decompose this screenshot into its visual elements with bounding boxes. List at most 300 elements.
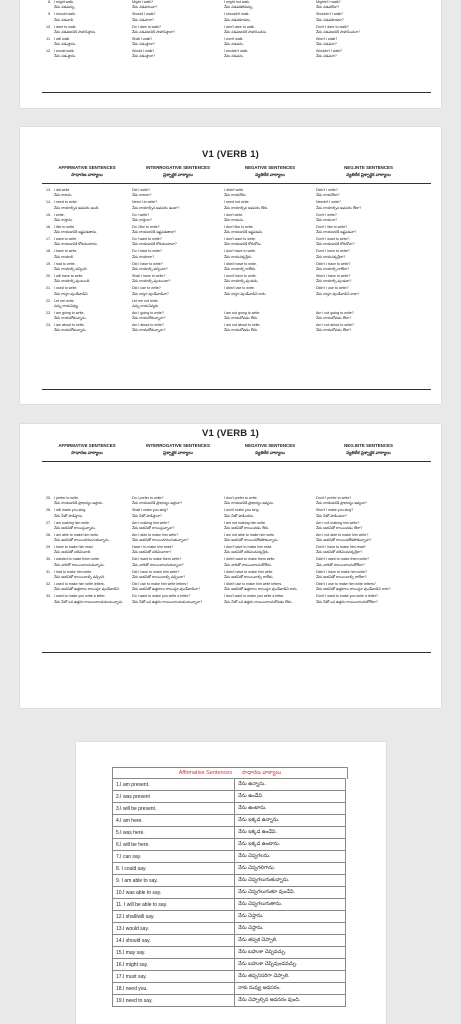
sentence-en: Do I dare to walk? — [132, 24, 161, 29]
sentence-cell — [224, 274, 316, 286]
sentence-en: I didn't have to make him write. — [224, 569, 274, 574]
telugu-sentence-cell: నేను ఉండేవి. — [235, 791, 346, 803]
sentence-cell — [42, 249, 132, 261]
sentence-cell — [224, 545, 316, 557]
sentence-row — [42, 225, 431, 237]
sentence-en: I did write. — [54, 188, 71, 192]
english-sentence-cell: 3.I will be present. — [113, 803, 235, 815]
sentence-en: Did I write? — [132, 188, 150, 192]
header-rule — [42, 461, 431, 462]
sentence-en: I wanted to make them write. — [54, 557, 100, 562]
telugu-sentence-cell: నేను ఇక్కడ ఉంటాను. — [235, 839, 346, 851]
sentence-cell — [224, 237, 316, 249]
sentence-te: నేను రాయబోవడం లేదు. — [224, 316, 259, 321]
sentence-en: Won't I have to write? — [316, 274, 351, 279]
sentence-en: Didn't I have to make him write? — [316, 569, 368, 574]
sentence-en: Am I not able to make him write? — [316, 532, 369, 537]
sentence-te: నేను నీతో పాడించనా? — [316, 513, 347, 518]
sentence-row — [42, 557, 431, 569]
sentence-row — [42, 533, 431, 545]
sentence-cell — [132, 12, 224, 24]
sentence-cell — [316, 570, 421, 582]
sentence-cell — [42, 274, 132, 286]
column-header — [316, 165, 421, 178]
sentence-te: నేను నడవను. — [224, 42, 244, 47]
sentence-cell — [132, 570, 224, 582]
sentence-cell — [42, 12, 132, 24]
sentence-cell — [224, 521, 316, 533]
telugu-sentence-cell: నేను చెప్పగలుగుతూ వుండేవి. — [235, 887, 346, 899]
sentence-cell — [316, 299, 421, 311]
header-rule — [42, 183, 431, 184]
sentence-te: నేను రాయడానికి ప్రాధాన్యం ఇవ్వను. — [224, 501, 274, 506]
sentence-en: I will walk. — [54, 36, 71, 41]
sentence-te: నేను నడుస్తాను. — [54, 54, 77, 59]
sentence-row — [42, 188, 431, 200]
sentence-te: నేను నడుస్తాను. — [54, 42, 77, 47]
sentence-en: I had to make him write. — [54, 569, 93, 574]
sentence-te: నేను రాయలేదు. — [224, 193, 247, 198]
sentence-cell — [316, 545, 421, 557]
sentence-te: నేను నీతో పాడిస్తాను. — [54, 513, 84, 518]
sentence-en: I am not able to make him write. — [224, 532, 275, 537]
sentence-te: నేను నడవడానికి సాహసిస్తానా? — [132, 29, 176, 34]
sentence-cell — [224, 225, 316, 237]
sentence-cell — [132, 25, 224, 37]
column-header — [224, 443, 316, 456]
sentence-te: నేను అతనితో రాయించడం లేదా? — [316, 525, 363, 530]
sentence-en: Did I use to make him write letters? — [132, 582, 189, 587]
sentence-te: నేను నడవడానికి సాహసించను. — [224, 29, 268, 34]
sentence-en: I will make you sing. — [54, 508, 87, 513]
sentence-te: నేను రాయాల్సి వుండదా? — [316, 279, 352, 284]
row-number: 30. — [46, 557, 51, 562]
row-number: 18. — [46, 249, 51, 254]
telugu-sentence-cell: నేను చెప్పగలిగాను. — [235, 863, 346, 875]
sentence-en: Am I not making him write? — [316, 520, 360, 525]
sentence-cell — [224, 299, 316, 311]
sentence-cell — [224, 570, 316, 582]
footer-rule — [42, 652, 431, 653]
row-number: 23. — [46, 310, 51, 315]
sentence-te: నేను అతనితో రాయిస్తున్నానా? — [132, 525, 175, 530]
sentence-row — [42, 49, 431, 61]
sentence-en: I have to make him read. — [54, 545, 94, 550]
telugu-sentence-cell: నేను చెప్పగలుగుతాను. — [235, 899, 346, 911]
sentence-te: నేను రాయాల్సి రాలేదు. — [224, 266, 257, 271]
english-sentence-cell: 4.I am here. — [113, 815, 235, 827]
row-number: 12. — [46, 49, 51, 54]
sentence-cell — [224, 49, 316, 61]
table-row — [113, 911, 346, 923]
sentence-row — [42, 570, 431, 582]
sentence-en: Don't I write? — [316, 212, 337, 217]
sentence-cell — [316, 557, 421, 569]
sentence-rows — [42, 496, 431, 607]
sentence-cell — [42, 286, 132, 298]
sentence-te: నేను అతనితో ఉత్తరాలు రాయిస్తూ వుండేవాడినా? — [132, 587, 200, 592]
sentence-en: I would walk. — [54, 49, 75, 54]
column-header-te: వ్యతిరేక ప్రశ్నార్థక వాక్యాలు — [346, 449, 391, 455]
sentence-en: I used to write. — [54, 286, 78, 291]
column-header — [316, 443, 421, 456]
sentence-te: నేను రాస్తూ వుండేవాడినా? — [132, 291, 169, 296]
row-number: 8. — [48, 0, 51, 4]
sentence-te: నేను నడవకూడదు. — [224, 17, 251, 22]
table-row — [113, 827, 346, 839]
sentence-en: Am I going to write? — [132, 310, 164, 315]
sentence-en: Am I not going to write? — [316, 310, 354, 315]
sentence-cell — [42, 533, 132, 545]
sentence-row — [42, 249, 431, 261]
sentence-en: I don't write. — [224, 212, 244, 217]
sentence-te: నేను అతనితో రాయించాల్సి వచ్చిందా? — [132, 574, 186, 579]
sentence-en: I won't have to write. — [224, 274, 257, 279]
sentence-en: Won't I make you sing? — [316, 508, 354, 513]
affirmative-table — [112, 778, 346, 1007]
sentence-cell — [224, 311, 316, 323]
telugu-sentence-cell: నేను చెప్పాల్సిన అవసరం వుంది. — [235, 995, 346, 1007]
sentence-en: Have I to make him read? — [132, 545, 174, 550]
sentence-en: I am about to write. — [54, 323, 85, 328]
sentence-en: I might not walk. — [224, 0, 250, 4]
sentence-te: నేను నీతో ఒక ఉత్తరం రాయించాలనుకోలేదా? — [316, 599, 378, 604]
telugu-sentence-cell: నేను చెప్పగలను. — [235, 851, 346, 863]
sentence-te: నేను నడవకూడదా? — [316, 17, 344, 22]
sentence-rows — [42, 0, 431, 61]
sentence-cell — [42, 25, 132, 37]
table-row — [113, 791, 346, 803]
column-header-te: వ్యతిరేక వాక్యాలు — [255, 171, 285, 177]
sentence-row — [42, 237, 431, 249]
sentence-en: Shall I have to write? — [132, 274, 166, 279]
row-number: 10. — [46, 24, 51, 29]
sentence-cell — [132, 262, 224, 274]
sentence-en: I don't want to write. — [224, 237, 256, 242]
sentence-en: Wouldn't I walk? — [316, 49, 342, 54]
sentence-en: Don't I like to write? — [316, 224, 348, 229]
telugu-sentence-cell: నేను తప్పక చెప్పాలి. — [235, 935, 346, 947]
table-row — [113, 815, 346, 827]
row-number: 26. — [46, 508, 51, 513]
table-row — [113, 803, 346, 815]
sentence-row — [42, 262, 431, 274]
sentence-cell — [224, 37, 316, 49]
sentence-te: నేను వారితో రాయించాలనుకున్నాను. — [54, 562, 105, 567]
sentence-en: I didn't want to make them write. — [224, 557, 276, 562]
sentence-te: నేను అతనితో రాయించలేకపోతున్నాను. — [224, 538, 279, 543]
sentence-te: నేను రాయాల్సిన అవసరం ఉందా? — [132, 205, 180, 210]
sentence-cell — [42, 0, 132, 12]
sentence-en: I like to write. — [54, 224, 75, 229]
row-number: 33. — [46, 594, 51, 599]
sentence-row — [42, 299, 431, 311]
sentence-en: I am not making him write. — [224, 520, 266, 525]
sentence-cell — [42, 508, 132, 520]
sentence-cell — [316, 188, 421, 200]
telugu-sentence-cell: నేను చెప్పగలుగుతున్నాను. — [235, 875, 346, 887]
sentence-te: నేను రాయడానికి ఇష్టపడనా? — [316, 230, 357, 235]
sentence-cell — [132, 200, 224, 212]
sentence-cell — [42, 49, 132, 61]
sentence-cell — [224, 25, 316, 37]
sentence-cell — [316, 213, 421, 225]
sentence-cell — [316, 274, 421, 286]
sentence-en: Shouldn't I walk? — [316, 12, 344, 17]
row-number: 11. — [46, 36, 51, 41]
column-header-en: NEGATIVE SENTENCES — [244, 443, 296, 448]
sentence-en: Am I not about to write? — [316, 323, 354, 328]
sentence-en: Did I have to write? — [132, 261, 163, 266]
sentence-te: నేను నీతో ఒక ఉత్తరం రాయించాలనుకుంటున్నాను. — [54, 599, 124, 604]
english-sentence-cell: 18.I need you. — [113, 983, 235, 995]
sentence-te: నేను రాయడానికి కోరుకోను. — [224, 242, 262, 247]
sentence-cell — [316, 12, 421, 24]
english-sentence-cell: 10.I was able to say. — [113, 887, 235, 899]
sentence-cell — [316, 286, 421, 298]
sentence-cell — [42, 237, 132, 249]
sentence-en: I need not write. — [224, 200, 250, 205]
sentence-cell — [316, 508, 421, 520]
sentence-row — [42, 323, 431, 335]
sentence-te: నేను రాయాల్సిన అవసరం లేదు. — [224, 205, 269, 210]
sentence-cell — [42, 225, 132, 237]
sentence-en: I write. — [54, 212, 65, 217]
row-number: 13. — [46, 188, 51, 192]
sentence-en: Do I have to write? — [132, 249, 162, 254]
sentence-en: Should I walk? — [132, 12, 156, 17]
sentence-en: I didn't write. — [224, 188, 245, 192]
sentence-en: Am I making him write? — [132, 520, 170, 525]
row-number: 14. — [46, 200, 51, 205]
table-row — [113, 779, 346, 791]
sentence-en: I didn't use to write. — [224, 286, 255, 291]
column-header-te: ప్రశ్నార్థక వాక్యాలు — [163, 449, 193, 455]
sentence-cell — [42, 213, 132, 225]
sentence-en: Am I about to write? — [132, 323, 164, 328]
sentence-en: Don't I want to make you write a letter? — [316, 594, 379, 599]
sentence-cell — [42, 557, 132, 569]
english-sentence-cell: 16.I might say. — [113, 959, 235, 971]
sentence-cell — [224, 557, 316, 569]
table-row — [113, 887, 346, 899]
sentence-en: Let me not write. — [132, 298, 159, 303]
row-number: 27. — [46, 520, 51, 525]
row-number: 17. — [46, 237, 51, 242]
sentence-cell — [132, 237, 224, 249]
column-header-en: NEG.INTE SENTENCES — [344, 165, 393, 170]
sentence-cell — [132, 0, 224, 12]
sentence-te: నేను రాయాల్సి వచ్చింది. — [54, 266, 88, 271]
sentence-cell — [224, 262, 316, 274]
sentence-en: Won't I walk? — [316, 36, 338, 41]
footer-rule — [42, 92, 431, 93]
sentence-cell — [316, 311, 421, 323]
sentence-en: I am able to make him write. — [54, 532, 99, 537]
table-row — [113, 995, 346, 1007]
sentence-en: Mightn't I walk? — [316, 0, 341, 4]
sentence-te: నేను నడవనా? — [316, 54, 337, 59]
row-number: 31. — [46, 569, 51, 574]
sentence-cell — [132, 521, 224, 533]
table-row — [113, 959, 346, 971]
sentence-en: Do I want to make you write a letter? — [132, 594, 191, 599]
sentence-cell — [224, 286, 316, 298]
english-sentence-cell: 8. I could say. — [113, 863, 235, 875]
english-sentence-cell: 12.I shall/will say. — [113, 911, 235, 923]
english-sentence-cell: 2.I was present — [113, 791, 235, 803]
column-header — [42, 443, 132, 456]
sentence-row — [42, 582, 431, 594]
english-sentence-cell: 13.I would say. — [113, 923, 235, 935]
column-header-te: వ్యతిరేక ప్రశ్నార్థక వాక్యాలు — [346, 171, 391, 177]
sentence-en: I want to make you write a letter. — [54, 594, 106, 599]
sentence-cell — [132, 49, 224, 61]
sentence-te: నేను అతనితో రాయించగలుగుతున్నాను. — [54, 538, 110, 543]
sentence-cell — [316, 0, 421, 12]
row-number: 20. — [46, 274, 51, 279]
sentence-te: నేను రాయడానికి ప్రాధాన్యం ఇవ్వనా? — [316, 501, 367, 506]
row-number: 21. — [46, 286, 51, 291]
sentence-te: నేను రాయబోతున్నానా? — [132, 328, 166, 333]
sentence-cell — [132, 545, 224, 557]
sentence-te: నేను రాయబోవడం లేదా? — [316, 328, 352, 333]
sentence-cell — [132, 323, 224, 335]
sentence-te: నేను రాయడానికి కోరుకుంటాను. — [54, 242, 98, 247]
sentence-te: నేను రాయడానికి ఇష్టపడతానా? — [132, 230, 177, 235]
sentence-rows — [42, 188, 431, 336]
sentence-cell — [224, 249, 316, 261]
sentence-te: నేను రాయను. — [224, 217, 245, 222]
sentence-en: Didn't I use to write? — [316, 286, 349, 291]
sentence-te: నేను రాయడానికి ఇష్టపడతాను. — [54, 230, 98, 235]
table-row — [113, 875, 346, 887]
row-number: 28. — [46, 532, 51, 537]
sentence-row — [42, 286, 431, 298]
sentence-te: నేను రాశాను. — [54, 193, 73, 198]
english-sentence-cell: 17.I must say. — [113, 971, 235, 983]
sentence-cell — [132, 533, 224, 545]
document-page-1 — [20, 0, 441, 108]
sentence-en: I need to write. — [54, 200, 78, 205]
sentence-te: నన్ను రాయనివ్వు. — [54, 303, 80, 308]
row-number: 25. — [46, 496, 51, 500]
sentence-cell — [316, 533, 421, 545]
sentence-cell — [316, 262, 421, 274]
sentence-en: Would I walk? — [132, 49, 155, 54]
sentence-en: I don't like to write. — [224, 224, 254, 229]
sentence-te: నేను రాయబోతున్నాను. — [54, 316, 87, 321]
sentence-en: I used to make him write letters. — [54, 582, 105, 587]
sentence-en: Didn't I want to make them write? — [316, 557, 370, 562]
sentence-te: నేను నడుస్తానా? — [132, 42, 156, 47]
sentence-te: నేను అతనితో రాయించాల్సి వచ్చింది. — [54, 574, 105, 579]
sentence-cell — [42, 521, 132, 533]
sentence-te: నేను రాయబోవడం లేదు. — [224, 328, 259, 333]
sentence-en: Do I prefer to write? — [132, 496, 164, 500]
column-header-en: AFFIRMATIVE SENTENCES — [58, 165, 116, 170]
sentence-te: నేను నడవకపోవచ్చు. — [224, 5, 254, 10]
sentence-row — [42, 12, 431, 24]
sentence-te: నేను రాస్తాను. — [54, 217, 73, 222]
column-header — [224, 165, 316, 178]
sentence-te: నేను రాయాల్సి వుండదు. — [224, 279, 259, 284]
sentence-en: Might I walk? — [132, 0, 153, 4]
sentence-cell — [42, 323, 132, 335]
sentence-en: Don't I have to make him read? — [316, 545, 366, 550]
sentence-row — [42, 0, 431, 12]
sentence-cell — [42, 545, 132, 557]
sentence-te: నేను రాయాల్సి వుంటుందా? — [132, 279, 171, 284]
sentence-en: I should walk. — [54, 12, 76, 17]
sentence-en: Do I want to write? — [132, 237, 162, 242]
sentence-te: నేను నడవడానికి సాహసించనా? — [316, 29, 360, 34]
sentence-te: నేను రాయనక్కర్లేదా? — [316, 254, 346, 259]
sentence-cell — [132, 225, 224, 237]
sentence-cell — [316, 594, 421, 606]
sentence-cell — [224, 496, 316, 508]
sentence-te: నేను అతనితో చదివించనక్కర్లేదు. — [224, 550, 270, 555]
sentence-cell — [132, 37, 224, 49]
column-header — [132, 443, 224, 456]
sentence-te: నేను రాయబోతున్నానా? — [132, 316, 166, 321]
sentence-te: నేను నడవాలా? — [132, 17, 154, 22]
sentence-en: I didn't have to write. — [224, 261, 257, 266]
column-header-en: AFFIRMATIVE SENTENCES — [58, 443, 116, 448]
english-sentence-cell: 1.I am present. — [113, 779, 235, 791]
sentence-te: నేను రాయబోవడం లేదా? — [316, 316, 352, 321]
sentence-cell — [224, 188, 316, 200]
telugu-sentence-cell: నేను తప్పనిసరిగా చెప్పాలి. — [235, 971, 346, 983]
sentence-en: Shall I walk? — [132, 36, 153, 41]
sentence-cell — [42, 188, 132, 200]
sentence-cell — [316, 249, 421, 261]
sentence-te: నేను వారితో రాయించాలనుకున్నానా? — [132, 562, 184, 567]
sentence-te: నేను రాయడానికి ప్రాధాన్యం ఇస్తాను. — [54, 501, 104, 506]
sentence-cell — [132, 299, 224, 311]
sentence-cell — [42, 200, 132, 212]
sentence-cell — [316, 49, 421, 61]
table-row — [113, 863, 346, 875]
table-row — [113, 971, 346, 983]
sentence-te: నేను అతనితో రాయించడం లేదు. — [224, 525, 270, 530]
sentence-row — [42, 213, 431, 225]
telugu-sentence-cell: నేను చెప్తాను. — [235, 923, 346, 935]
sentence-te: నేను నడవను. — [224, 54, 244, 59]
table-row — [113, 935, 346, 947]
sentence-en: I am making him write. — [54, 520, 90, 525]
sentence-cell — [132, 582, 224, 594]
sentence-en: Don't I prefer to write? — [316, 496, 352, 500]
sentence-te: నేను రాస్తూ వుండేవాడిని. — [54, 291, 89, 296]
sentence-cell — [132, 188, 224, 200]
column-header-te: ప్రశ్నార్థక వాక్యాలు — [163, 171, 193, 177]
affirmative-title-te: సాధారణ వాక్యాలు — [241, 770, 282, 776]
sentence-cell — [132, 496, 224, 508]
sentence-cell — [132, 249, 224, 261]
sentence-te: నేను నీతో ఒక ఉత్తరం రాయించాలనుకోవడం లేదు. — [224, 599, 293, 604]
sentence-cell — [224, 594, 316, 606]
sentence-en: I won't make you sing. — [224, 508, 260, 513]
document-page-2 — [20, 127, 441, 404]
sentence-cell — [132, 311, 224, 323]
sentence-cell — [316, 237, 421, 249]
telugu-sentence-cell: నేను చెప్తాను. — [235, 911, 346, 923]
row-number: 29. — [46, 545, 51, 550]
column-header-te: సాధారణ వాక్యాలు — [71, 171, 103, 177]
column-header-en: INTERROGATIVE SENTENCES — [146, 165, 210, 170]
sentence-cell — [316, 496, 421, 508]
